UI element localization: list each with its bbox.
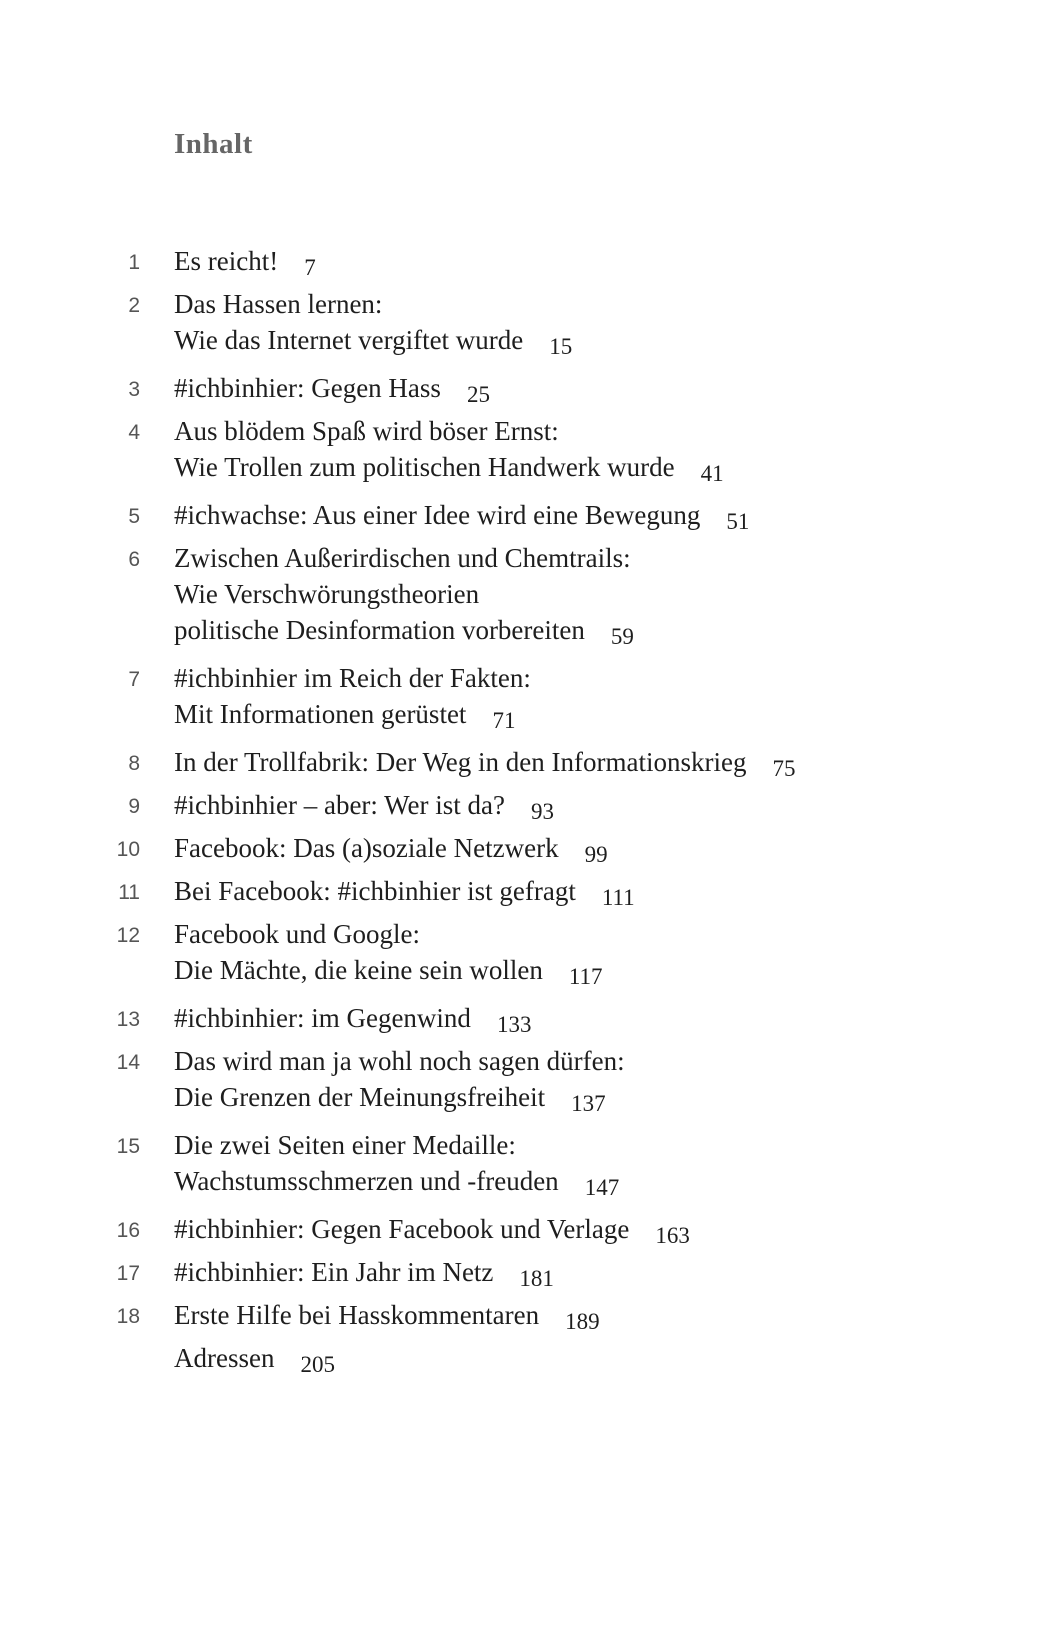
chapter-title-text: #ichbinhier: Ein Jahr im Netz [174,1257,494,1287]
page-number: 181 [519,1266,554,1291]
chapter-title-line [174,370,994,408]
chapter-number: 9 [128,795,140,818]
chapter-number: 6 [128,548,140,571]
chapter-number: 8 [128,752,140,775]
chapter-title-text: Mit Informationen gerüstet [174,699,467,729]
chapter-title-line [174,1211,994,1249]
chapter-title [174,370,994,408]
chapter-title [174,787,994,825]
chapter-number: 4 [128,421,140,444]
chapter-title-text: Erste Hilfe bei Hasskommentaren [174,1300,540,1330]
chapter-title-text: Facebook und Google: [174,919,420,949]
chapter-title [174,916,994,990]
chapter-title-line [174,696,994,734]
chapter-title-text: Aus blödem Spaß wird böser Ernst: [174,416,559,446]
chapter-number: 13 [116,1008,140,1031]
chapter-title-text: Das wird man ja wohl noch sagen dürfen: [174,1046,625,1076]
page-number: 137 [571,1091,606,1116]
chapter-number: 17 [116,1262,140,1285]
chapter-title [174,413,994,487]
chapter-title [174,744,994,782]
page-number: 93 [530,799,554,824]
chapter-title-text: Facebook: Das (a)soziale Netzwerk [174,833,559,863]
chapter-title-line [174,1079,994,1117]
chapter-number: 2 [128,294,140,317]
chapter-title-text: Die Mächte, die keine sein wollen [174,955,543,985]
page-number: 75 [772,756,796,781]
page-number: 117 [568,964,603,989]
page-number: 111 [601,885,635,910]
chapter-title-text: Die Grenzen der Meinungsfreiheit [174,1082,546,1112]
chapter-title-text: #ichbinhier: im Gegenwind [174,1003,471,1033]
toc-entry [0,830,1055,868]
chapter-title [174,1000,994,1038]
chapter-number: 11 [118,881,140,904]
chapter-title-line [174,1340,994,1378]
chapter-title-line [174,1043,994,1079]
chapter-title [174,1340,994,1378]
chapter-title-text: Die zwei Seiten einer Medaille: [174,1130,516,1160]
page-number: 147 [584,1175,620,1200]
chapter-title [174,660,994,734]
chapter-title [174,540,994,650]
chapter-title-line [174,787,994,825]
chapter-title-line [174,449,994,487]
page-number: 59 [610,624,634,649]
toc-entry [0,1000,1055,1038]
chapter-title-line [174,830,994,868]
toc-entry [0,787,1055,825]
chapter-title-text: #ichbinhier im Reich der Fakten: [174,663,531,693]
chapter-title-line [174,1297,994,1335]
page-number: 133 [496,1012,532,1037]
chapter-title-text: Wie das Internet vergiftet wurde [174,325,524,355]
toc-entry [0,916,1055,990]
chapter-title-line [174,497,994,535]
toc-entry [0,540,1055,650]
chapter-title-line [174,1127,994,1163]
chapter-title-text: Adressen [174,1343,275,1373]
toc-entry [0,243,1055,281]
chapter-title-line [174,322,994,360]
chapter-title [174,286,994,360]
chapter-title-line [174,540,994,576]
chapter-title-text: Wie Trollen zum politischen Handwerk wurde [174,452,675,482]
chapter-title-text: #ichwachse: Aus einer Idee wird eine Bewegung [174,500,701,530]
table-of-contents [0,243,1055,1383]
page-number: 15 [549,334,573,359]
chapter-number: 7 [128,668,140,691]
chapter-title-line [174,612,994,650]
chapter-title-line [174,243,994,281]
chapter-title [174,873,994,911]
chapter-title [174,1254,994,1292]
chapter-number: 3 [128,378,140,401]
chapter-number: 1 [128,251,140,274]
chapter-title [174,243,994,281]
chapter-title [174,497,994,535]
chapter-number: 18 [116,1305,140,1328]
toc-entry [0,873,1055,911]
chapter-title-text: #ichbinhier: Gegen Hass [174,373,441,403]
toc-entry [0,1254,1055,1292]
chapter-title-line [174,660,994,696]
page-number: 163 [655,1223,690,1248]
toc-entry [0,286,1055,360]
chapter-title [174,1297,994,1335]
toc-entry [0,370,1055,408]
chapter-title-line [174,873,994,911]
page-number: 99 [584,842,608,867]
page-number: 41 [700,461,724,486]
chapter-title-text: Zwischen Außerirdischen und Chemtrails: [174,543,631,573]
page-title: Inhalt [174,128,253,160]
chapter-title-text: Bei Facebook: #ichbinhier ist gefragt [174,876,576,906]
chapter-title-text: In der Trollfabrik: Der Weg in den Informationskrieg [174,747,747,777]
chapter-number: 14 [116,1051,140,1074]
chapter-title-line [174,916,994,952]
chapter-title-line [174,952,994,990]
chapter-number: 16 [116,1219,140,1242]
toc-entry [0,413,1055,487]
page-number: 205 [300,1352,335,1377]
chapter-number: 15 [116,1135,140,1158]
chapter-number: 10 [116,838,140,861]
chapter-title-text: #ichbinhier: Gegen Facebook und Verlage [174,1214,630,1244]
toc-entry [0,497,1055,535]
toc-entry [0,1127,1055,1201]
chapter-title [174,1211,994,1249]
toc-entry [0,1043,1055,1117]
page-number: 7 [304,255,316,280]
chapter-title [174,1043,994,1117]
chapter-title-text: Wie Verschwörungstheorien [174,579,480,609]
toc-entry [0,744,1055,782]
chapter-title-line [174,744,994,782]
page-number: 189 [565,1309,600,1334]
chapter-title-text: #ichbinhier – aber: Wer ist da? [174,790,505,820]
page-number: 25 [466,382,490,407]
chapter-title-text: Es reicht! [174,246,279,276]
chapter-title-line [174,286,994,322]
chapter-title-text: politische Desinformation vorbereiten [174,615,585,645]
toc-entry [0,660,1055,734]
chapter-number: 5 [128,505,140,528]
chapter-title-line [174,413,994,449]
chapter-number: 12 [116,924,140,947]
chapter-title-text: Wachstumsschmerzen und -freuden [174,1166,559,1196]
toc-entry [0,1211,1055,1249]
page-number: 51 [726,509,750,534]
page-number: 71 [492,708,516,733]
toc-entry [0,1297,1055,1335]
chapter-title [174,1127,994,1201]
chapter-title-line [174,576,994,612]
chapter-title-line [174,1254,994,1292]
chapter-title-line [174,1163,994,1201]
chapter-title-line [174,1000,994,1038]
chapter-title-text: Das Hassen lernen: [174,289,383,319]
chapter-title [174,830,994,868]
toc-entry [0,1340,1055,1378]
